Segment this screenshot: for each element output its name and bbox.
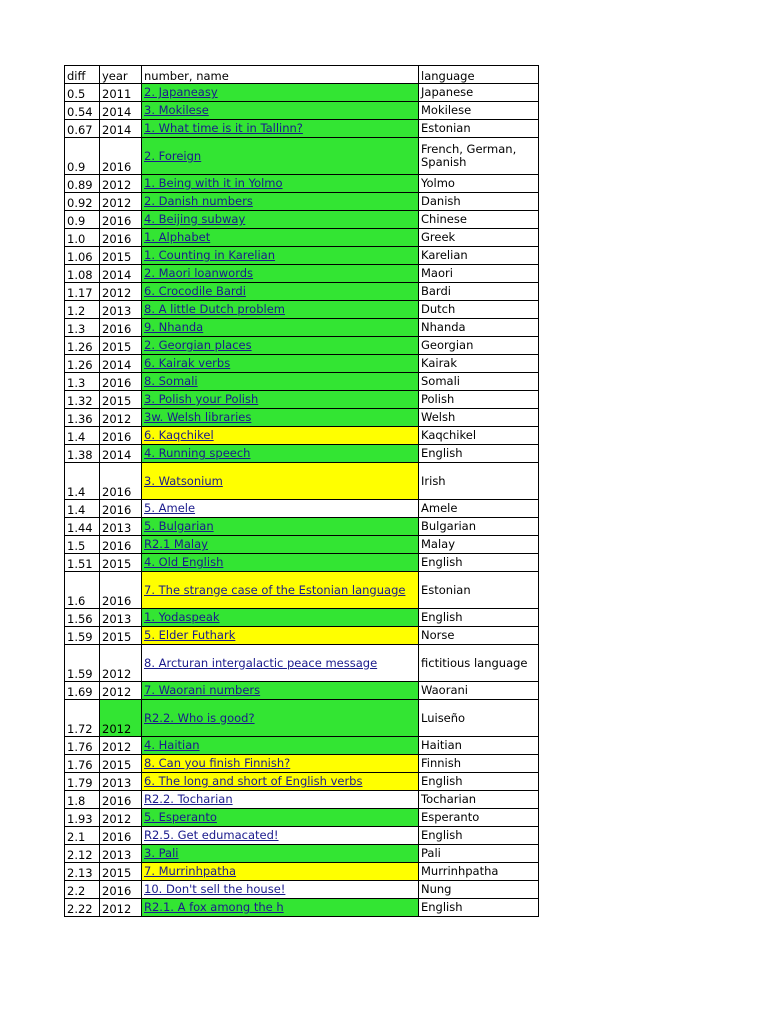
cell-year: 2015 (100, 337, 142, 355)
cell-diff: 0.67 (65, 120, 100, 138)
cell-year: 2012 (100, 899, 142, 917)
problem-link[interactable]: 1. Alphabet (144, 230, 211, 244)
cell-name (142, 773, 419, 791)
cell-name (142, 175, 419, 193)
cell-name (142, 809, 419, 827)
cell-language: Luiseño (419, 700, 539, 737)
table-row (65, 301, 539, 319)
cell-name (142, 645, 419, 682)
cell-name (142, 138, 419, 175)
cell-diff: 0.5 (65, 84, 100, 102)
cell-year: 2012 (100, 809, 142, 827)
cell-year: 2015 (100, 554, 142, 572)
problem-link[interactable]: 10. Don't sell the house! (144, 882, 286, 896)
problem-link[interactable]: 2. Foreign (144, 148, 202, 163)
cell-name (142, 373, 419, 391)
table-row (65, 845, 539, 863)
cell-language: French, German, Spanish (419, 138, 539, 175)
cell-year: 2016 (100, 211, 142, 229)
cell-language: Welsh (419, 409, 539, 427)
cell-language: English (419, 609, 539, 627)
cell-language: Estonian (419, 572, 539, 609)
problem-link[interactable]: 5. Elder Futhark (144, 628, 236, 642)
problem-link[interactable]: 2. Danish numbers (144, 194, 253, 208)
cell-name (142, 427, 419, 445)
cell-language: English (419, 554, 539, 572)
problem-link[interactable]: 8. Arcturan intergalactic peace message (144, 655, 378, 670)
table-row (65, 755, 539, 773)
cell-year: 2016 (100, 827, 142, 845)
cell-year: 2015 (100, 627, 142, 645)
problem-link[interactable]: R2.1 Malay (144, 537, 208, 551)
table-row (65, 500, 539, 518)
cell-language: Danish (419, 193, 539, 211)
problem-link[interactable]: 3. Pali (144, 846, 179, 860)
table-row (65, 391, 539, 409)
table-row (65, 700, 539, 737)
cell-language: Pali (419, 845, 539, 863)
header-row (65, 66, 539, 84)
cell-diff: 1.32 (65, 391, 100, 409)
cell-year: 2013 (100, 609, 142, 627)
table-row (65, 881, 539, 899)
problem-link[interactable]: 3. Watsonium (144, 473, 223, 488)
table-row (65, 536, 539, 554)
problem-link[interactable]: 3. Mokilese (144, 103, 209, 117)
cell-name (142, 355, 419, 373)
cell-year: 2014 (100, 102, 142, 120)
cell-language: Bulgarian (419, 518, 539, 536)
cell-name (142, 791, 419, 809)
problem-link[interactable]: 2. Maori loanwords (144, 266, 254, 280)
cell-year: 2015 (100, 247, 142, 265)
cell-language: Malay (419, 536, 539, 554)
cell-language: English (419, 827, 539, 845)
cell-diff: 1.59 (65, 627, 100, 645)
cell-diff: 1.06 (65, 247, 100, 265)
problem-link[interactable]: 1. Being with it in Yolmo (144, 176, 283, 190)
problem-table (64, 65, 539, 917)
table-row (65, 899, 539, 917)
cell-language: Dutch (419, 301, 539, 319)
cell-name (142, 102, 419, 120)
cell-year: 2012 (100, 645, 142, 682)
table-row (65, 809, 539, 827)
problem-link[interactable]: 7. The strange case of the Estonian language (144, 582, 406, 597)
table-row (65, 337, 539, 355)
cell-year: 2012 (100, 737, 142, 755)
cell-language: Murrinhpatha (419, 863, 539, 881)
table-row (65, 138, 539, 175)
cell-name (142, 247, 419, 265)
cell-diff: 1.5 (65, 536, 100, 554)
cell-diff: 0.89 (65, 175, 100, 193)
problem-link[interactable]: 3w. Welsh libraries (144, 410, 252, 424)
cell-year: 2012 (100, 193, 142, 211)
table-row (65, 265, 539, 283)
problem-link[interactable]: 4. Running speech (144, 446, 251, 460)
cell-name (142, 84, 419, 102)
table-row (65, 193, 539, 211)
cell-diff: 1.4 (65, 427, 100, 445)
table-row (65, 409, 539, 427)
cell-diff: 1.3 (65, 319, 100, 337)
problem-link[interactable]: 5. Bulgarian (144, 519, 214, 533)
problem-link[interactable]: R2.2. Tocharian (144, 792, 233, 806)
table-row (65, 554, 539, 572)
problem-link[interactable]: 6. The long and short of English verbs (144, 774, 363, 788)
table-row (65, 120, 539, 138)
cell-language: English (419, 899, 539, 917)
table-row (65, 682, 539, 700)
cell-name (142, 391, 419, 409)
problem-link[interactable]: R2.1. A fox among the h (144, 900, 284, 914)
cell-name (142, 211, 419, 229)
table-row (65, 791, 539, 809)
cell-name (142, 700, 419, 737)
cell-diff: 0.9 (65, 211, 100, 229)
problem-link[interactable]: 1. What time is it in Tallinn? (144, 121, 303, 135)
problem-link[interactable]: 4. Haitian (144, 738, 200, 752)
cell-language: Kaqchikel (419, 427, 539, 445)
problem-link[interactable]: 9. Nhanda (144, 320, 204, 334)
cell-language: Maori (419, 265, 539, 283)
table-row (65, 247, 539, 265)
problem-link[interactable]: 6. Kairak verbs (144, 356, 231, 370)
cell-language: Haitian (419, 737, 539, 755)
cell-diff: 1.76 (65, 755, 100, 773)
cell-name (142, 229, 419, 247)
problem-link[interactable]: 7. Waorani numbers (144, 683, 261, 697)
cell-diff: 0.92 (65, 193, 100, 211)
problem-link[interactable]: 4. Old English (144, 555, 224, 569)
cell-year: 2013 (100, 845, 142, 863)
cell-diff: 1.93 (65, 809, 100, 827)
cell-diff: 0.9 (65, 138, 100, 175)
cell-diff: 1.6 (65, 572, 100, 609)
table-row (65, 175, 539, 193)
cell-name (142, 845, 419, 863)
problem-link[interactable]: 8. A little Dutch problem (144, 302, 285, 316)
cell-diff: 1.36 (65, 409, 100, 427)
cell-diff: 1.0 (65, 229, 100, 247)
cell-language: Amele (419, 500, 539, 518)
header-diff: diff (65, 66, 100, 84)
cell-year: 2011 (100, 84, 142, 102)
problem-link[interactable]: 8. Can you finish Finnish? (144, 756, 291, 770)
cell-year: 2013 (100, 518, 142, 536)
cell-name (142, 518, 419, 536)
cell-year: 2012 (100, 409, 142, 427)
cell-name (142, 755, 419, 773)
cell-year: 2012 (100, 700, 142, 737)
cell-year: 2016 (100, 791, 142, 809)
cell-diff: 2.13 (65, 863, 100, 881)
cell-year: 2016 (100, 881, 142, 899)
table-body (65, 66, 539, 917)
cell-language: Bardi (419, 283, 539, 301)
cell-name (142, 301, 419, 319)
cell-year: 2016 (100, 427, 142, 445)
table-row (65, 773, 539, 791)
cell-diff: 1.51 (65, 554, 100, 572)
table-row (65, 84, 539, 102)
problem-link[interactable]: 6. Crocodile Bardi (144, 284, 246, 298)
cell-diff: 1.56 (65, 609, 100, 627)
cell-language: Estonian (419, 120, 539, 138)
cell-name (142, 445, 419, 463)
cell-year: 2014 (100, 355, 142, 373)
table-row (65, 283, 539, 301)
cell-diff: 1.26 (65, 337, 100, 355)
cell-name (142, 881, 419, 899)
cell-language: Yolmo (419, 175, 539, 193)
cell-language: Mokilese (419, 102, 539, 120)
cell-name (142, 572, 419, 609)
cell-diff: 0.54 (65, 102, 100, 120)
cell-language: Finnish (419, 755, 539, 773)
cell-diff: 1.59 (65, 645, 100, 682)
problem-link[interactable]: R2.2. Who is good? (144, 710, 255, 725)
table-row (65, 427, 539, 445)
table-row (65, 229, 539, 247)
cell-diff: 1.4 (65, 463, 100, 500)
cell-name (142, 609, 419, 627)
cell-language: English (419, 773, 539, 791)
table-row (65, 102, 539, 120)
cell-language: Somali (419, 373, 539, 391)
cell-language: Kairak (419, 355, 539, 373)
problem-link[interactable]: 3. Polish your Polish (144, 392, 259, 406)
cell-year: 2016 (100, 500, 142, 518)
cell-language: Waorani (419, 682, 539, 700)
table-row (65, 572, 539, 609)
table-row (65, 645, 539, 682)
cell-diff: 1.08 (65, 265, 100, 283)
table-row (65, 445, 539, 463)
cell-diff: 2.22 (65, 899, 100, 917)
cell-year: 2012 (100, 175, 142, 193)
cell-year: 2014 (100, 265, 142, 283)
cell-diff: 1.4 (65, 500, 100, 518)
cell-name (142, 463, 419, 500)
cell-language: Chinese (419, 211, 539, 229)
cell-name (142, 682, 419, 700)
table-row (65, 319, 539, 337)
cell-language: Georgian (419, 337, 539, 355)
table-row (65, 373, 539, 391)
cell-year: 2016 (100, 373, 142, 391)
cell-language: fictitious language (419, 645, 539, 682)
cell-language: Tocharian (419, 791, 539, 809)
cell-year: 2014 (100, 120, 142, 138)
cell-year: 2015 (100, 755, 142, 773)
cell-name (142, 409, 419, 427)
cell-language: Esperanto (419, 809, 539, 827)
cell-name (142, 899, 419, 917)
problem-link[interactable]: 1. Yodaspeak (144, 610, 220, 624)
cell-year: 2012 (100, 283, 142, 301)
cell-name (142, 120, 419, 138)
cell-diff: 1.26 (65, 355, 100, 373)
cell-year: 2016 (100, 319, 142, 337)
cell-diff: 1.2 (65, 301, 100, 319)
cell-diff: 2.12 (65, 845, 100, 863)
header-language: language (419, 66, 539, 84)
cell-name (142, 536, 419, 554)
cell-name (142, 827, 419, 845)
cell-language: Greek (419, 229, 539, 247)
problem-link[interactable]: 1. Counting in Karelian (144, 248, 276, 262)
cell-language: Karelian (419, 247, 539, 265)
table-row (65, 627, 539, 645)
cell-diff: 1.76 (65, 737, 100, 755)
cell-name (142, 265, 419, 283)
cell-name (142, 737, 419, 755)
cell-diff: 1.17 (65, 283, 100, 301)
cell-year: 2016 (100, 463, 142, 500)
table-row (65, 518, 539, 536)
problem-link[interactable]: 2. Japaneasy (144, 85, 218, 99)
cell-name (142, 319, 419, 337)
cell-language: English (419, 445, 539, 463)
cell-year: 2016 (100, 229, 142, 247)
table-row (65, 863, 539, 881)
problem-link[interactable]: R2.5. Get edumacated! (144, 828, 279, 842)
cell-language: Polish (419, 391, 539, 409)
table-row (65, 737, 539, 755)
table-row (65, 609, 539, 627)
cell-diff: 1.8 (65, 791, 100, 809)
cell-year: 2013 (100, 301, 142, 319)
problem-link[interactable]: 2. Georgian places (144, 338, 252, 352)
cell-name (142, 500, 419, 518)
cell-language: Nhanda (419, 319, 539, 337)
cell-year: 2016 (100, 572, 142, 609)
cell-language: Japanese (419, 84, 539, 102)
cell-name (142, 627, 419, 645)
cell-year: 2013 (100, 773, 142, 791)
cell-year: 2016 (100, 536, 142, 554)
cell-language: Nung (419, 881, 539, 899)
table-row (65, 211, 539, 229)
problem-link[interactable]: 7. Murrinhpatha (144, 864, 237, 878)
cell-diff: 1.69 (65, 682, 100, 700)
cell-diff: 2.1 (65, 827, 100, 845)
cell-year: 2014 (100, 445, 142, 463)
cell-name (142, 337, 419, 355)
cell-name (142, 554, 419, 572)
cell-name (142, 193, 419, 211)
cell-name (142, 283, 419, 301)
problem-link[interactable]: 4. Beijing subway (144, 212, 246, 226)
cell-language: Irish (419, 463, 539, 500)
cell-language: Norse (419, 627, 539, 645)
cell-year: 2015 (100, 863, 142, 881)
problem-link[interactable]: 5. Esperanto (144, 810, 217, 824)
cell-year: 2015 (100, 391, 142, 409)
cell-year: 2012 (100, 682, 142, 700)
header-name: number, name (142, 66, 419, 84)
cell-diff: 1.72 (65, 700, 100, 737)
cell-diff: 1.44 (65, 518, 100, 536)
cell-name (142, 863, 419, 881)
cell-diff: 1.38 (65, 445, 100, 463)
cell-diff: 2.2 (65, 881, 100, 899)
table-row (65, 827, 539, 845)
cell-year: 2016 (100, 138, 142, 175)
table-row (65, 463, 539, 500)
header-year: year (100, 66, 142, 84)
problem-link[interactable]: 8. Somali (144, 374, 198, 388)
problem-link[interactable]: 6. Kaqchikel (144, 428, 214, 442)
cell-diff: 1.3 (65, 373, 100, 391)
cell-diff: 1.79 (65, 773, 100, 791)
table-row (65, 355, 539, 373)
problem-link[interactable]: 5. Amele (144, 501, 196, 515)
